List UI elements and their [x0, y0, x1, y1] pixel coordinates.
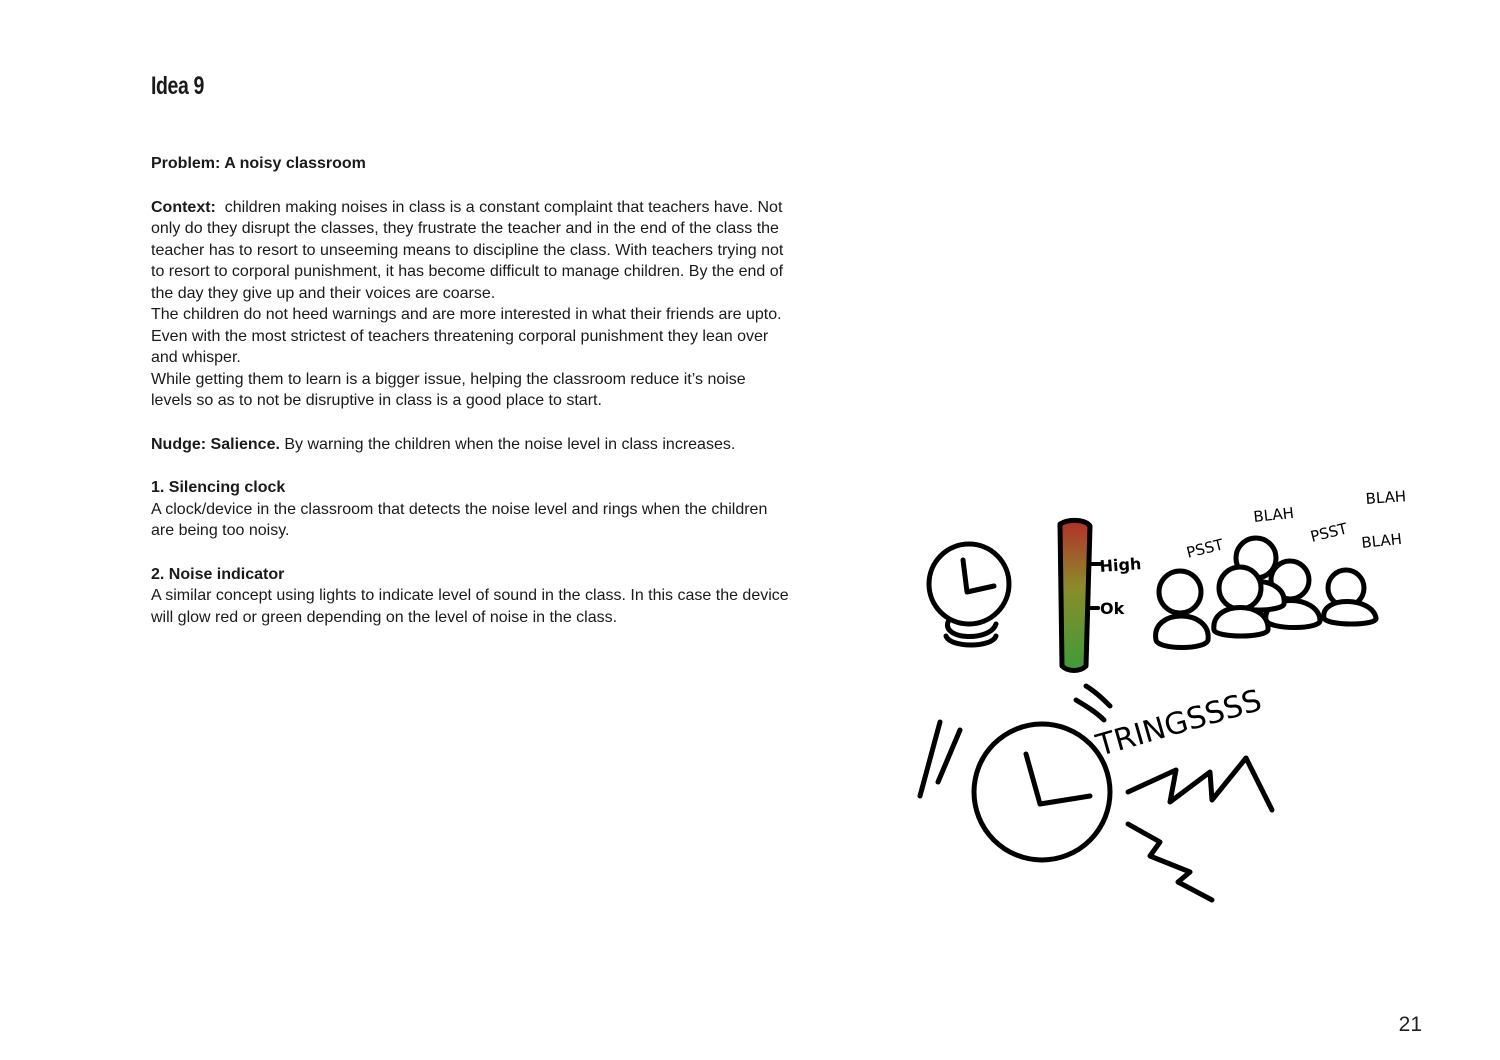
hand-drawn-sketch [900, 480, 1440, 920]
idea-2-title: 2. Noise indicator [151, 565, 285, 583]
page-title: Idea 9 [151, 72, 204, 100]
child-figure-5 [1156, 571, 1209, 648]
child-figure-1 [1324, 570, 1376, 624]
ringing-clock-icon [920, 686, 1110, 860]
chatter-word-2: BLAH [1252, 503, 1295, 526]
noise-meter-icon [1060, 520, 1142, 670]
desk-clock-icon [929, 544, 1009, 645]
context-label: Context: [151, 198, 216, 216]
body-text [151, 153, 791, 650]
chatter-words [1185, 487, 1407, 562]
nudge-text: By warning the children when the noise level in class increases. [284, 435, 736, 453]
context-paragraph-3: While getting them to learn is a bigger issue, helping the classroom reduce it’s noise levels so as to not be disruptive in class is a good place to start. [151, 370, 746, 409]
nudge-paragraph [151, 434, 791, 456]
meter-label-ok: Ok [1100, 599, 1125, 618]
chatter-word-1: PSST [1184, 535, 1226, 562]
idea-2-text: A similar concept using lights to indicate level of sound in the class. In this case the device will glow red or green depending on the level of noise in the class. [151, 587, 789, 626]
problem-heading: Problem: A noisy classroom [151, 155, 366, 172]
chatter-word-4: BLAH [1365, 487, 1407, 508]
idea-1-text: A clock/device in the classroom that detects the noise level and rings when the children are being too noisy. [151, 500, 768, 539]
context-paragraph-2: The children do not heed warnings and are more interested in what their friends are upto. Even with the most strictest of teachers threatening corporal punishment they lean over and whisper. [151, 306, 782, 366]
chatter-word-5: BLAH [1360, 529, 1403, 552]
ring-sound-word: TRINGSSSS [1092, 683, 1266, 764]
ring-zigzag-icon [1128, 758, 1272, 900]
chatter-word-3: PSST [1308, 519, 1350, 546]
idea-2 [151, 564, 791, 629]
context-text-1: children making noises in class is a constant complaint that teachers have. Not only do they disrupt the classes, they frustrate the teacher and in the end of the class the teacher has to resort to unseeming means to discipline the class. With teachers trying not to resort to corporal punishment, it has become difficult to manage children. By the end of the day they give up and their voices are coarse. [151, 198, 784, 302]
idea-1-title: 1. Silencing clock [151, 479, 286, 496]
nudge-label: Nudge: Salience. [151, 435, 280, 453]
context-paragraph-1 [151, 197, 791, 305]
meter-label-high: High [1098, 554, 1142, 576]
page-number: 21 [1398, 1013, 1422, 1036]
idea-1 [151, 477, 791, 542]
context-section [151, 197, 791, 412]
